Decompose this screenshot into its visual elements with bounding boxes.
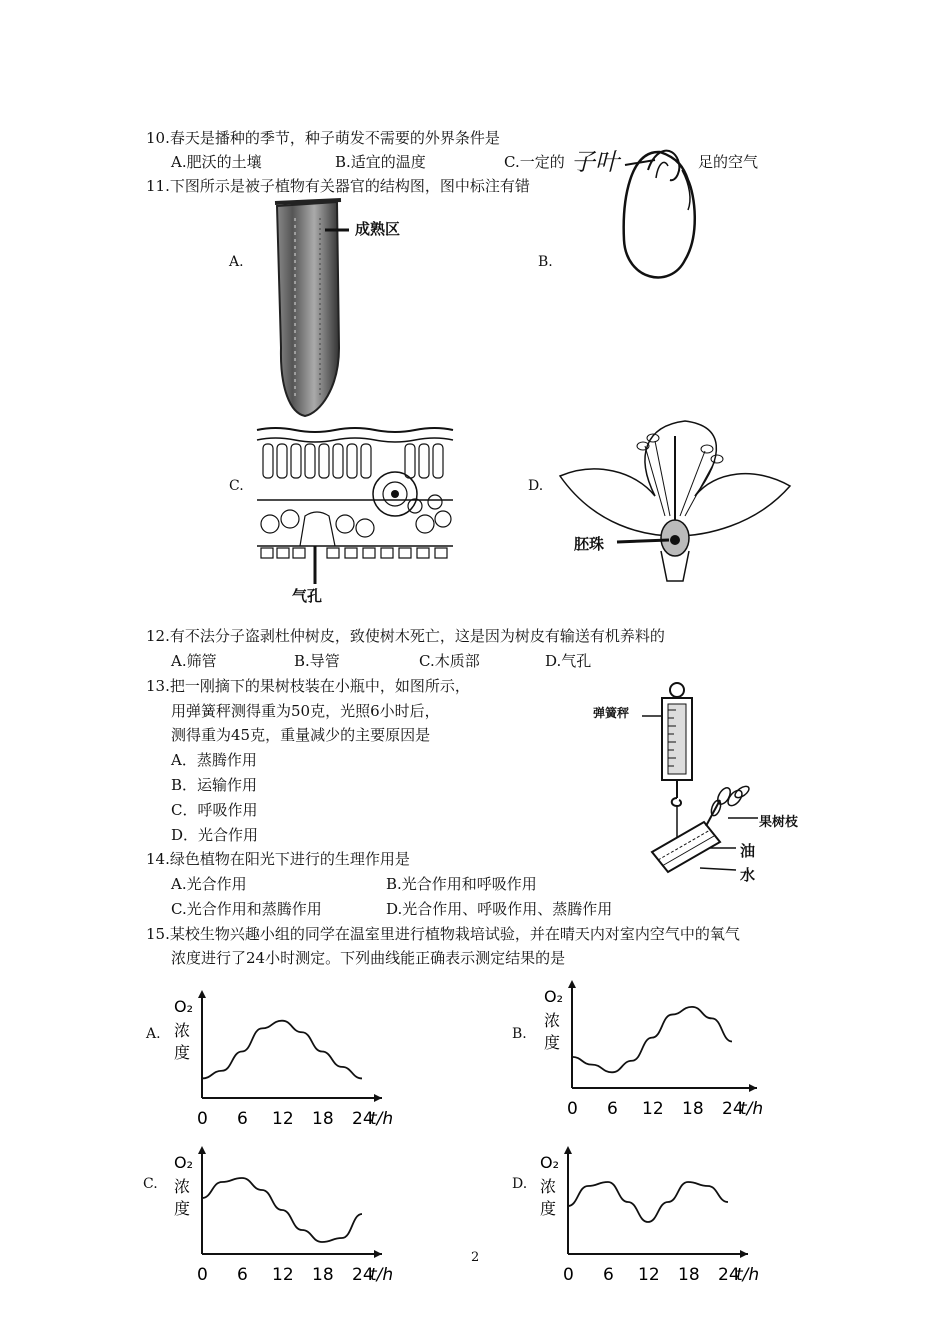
callout-stomata: 气孔 bbox=[292, 587, 323, 605]
x-tick-label: 18 bbox=[312, 1265, 334, 1285]
oxygen-curve bbox=[572, 1007, 732, 1072]
y-axis-label-char1: 浓 bbox=[174, 1177, 191, 1196]
x-tick-label: 24 bbox=[352, 1109, 374, 1129]
x-axis-arrow bbox=[749, 1084, 757, 1092]
spring-scale-diagram bbox=[640, 680, 800, 890]
q12-option-a: A.筛管 bbox=[171, 652, 217, 670]
x-tick-label: 12 bbox=[642, 1099, 664, 1119]
callout-water: 水 bbox=[740, 866, 756, 884]
q12-option-b: B.导管 bbox=[294, 652, 340, 670]
x-tick-label: 0 bbox=[197, 1109, 208, 1129]
leaf-cross-section-diagram bbox=[255, 424, 455, 564]
oxygen-curve bbox=[202, 1178, 362, 1242]
y-axis-label-char2: 度 bbox=[174, 1043, 191, 1062]
y-axis-label-o2: O₂ bbox=[544, 987, 564, 1006]
x-tick-label: 24 bbox=[722, 1099, 744, 1119]
y-axis-label-o2: O₂ bbox=[174, 997, 194, 1016]
x-tick-label: 12 bbox=[272, 1109, 294, 1129]
y-axis-label-char2: 度 bbox=[540, 1199, 557, 1218]
y-axis-label-char1: 浓 bbox=[174, 1021, 191, 1040]
y-axis-label-o2: O₂ bbox=[540, 1153, 560, 1172]
q14-option-c: C.光合作用和蒸腾作用 bbox=[171, 900, 322, 918]
oxygen-chart-b bbox=[540, 988, 780, 1118]
y-axis-label-char2: 度 bbox=[544, 1033, 561, 1052]
x-tick-label: 0 bbox=[567, 1099, 578, 1119]
root-tip-diagram bbox=[265, 198, 355, 418]
y-axis-arrow bbox=[568, 980, 576, 988]
x-tick-label: 0 bbox=[563, 1265, 574, 1285]
x-axis-unit: t/h bbox=[736, 1265, 760, 1285]
x-tick-label: 12 bbox=[638, 1265, 660, 1285]
seed-diagram bbox=[600, 140, 710, 290]
x-tick-label: 6 bbox=[603, 1265, 614, 1285]
q11-stem: 11.下图所示是被子植物有关器官的结构图，图中标注有错 bbox=[146, 177, 530, 195]
x-tick-label: 12 bbox=[272, 1265, 294, 1285]
x-tick-label: 18 bbox=[678, 1265, 700, 1285]
q10-option-c: C.一定的 bbox=[504, 153, 565, 171]
q13-line3: 测得重为45克，重量减少的主要原因是 bbox=[171, 726, 431, 744]
q13-option-b: B．运输作用 bbox=[171, 776, 258, 794]
q10-option-a: A.肥沃的土壤 bbox=[171, 153, 262, 171]
chart-option-b: B. bbox=[512, 1026, 527, 1042]
q11-label-b: B. bbox=[538, 254, 553, 270]
q14-option-b: B.光合作用和呼吸作用 bbox=[386, 875, 537, 893]
x-tick-label: 24 bbox=[718, 1265, 740, 1285]
q10-stem: 10.春天是播种的季节，种子萌发不需要的外界条件是 bbox=[146, 129, 500, 147]
y-axis-label-o2: O₂ bbox=[174, 1153, 194, 1172]
x-axis-arrow bbox=[374, 1094, 382, 1102]
x-tick-label: 6 bbox=[237, 1109, 248, 1129]
chart-option-c: C. bbox=[143, 1176, 158, 1192]
q12-option-d: D.气孔 bbox=[545, 652, 592, 670]
flower-diagram bbox=[555, 416, 795, 586]
q13-option-d: D．光合作用 bbox=[171, 826, 259, 844]
handwritten-cotyledon-label: 子叶 bbox=[571, 148, 619, 176]
y-axis-arrow bbox=[198, 990, 206, 998]
q14-stem: 14.绿色植物在阳光下进行的生理作用是 bbox=[146, 850, 410, 868]
y-axis-arrow bbox=[198, 1146, 206, 1154]
q13-line2: 用弹簧秤测得重为50克，光照6小时后， bbox=[171, 702, 440, 720]
q13-line1: 13.把一刚摘下的果树枝装在小瓶中，如图所示， bbox=[146, 677, 470, 695]
oxygen-curve bbox=[568, 1182, 728, 1222]
q11-label-a: A. bbox=[229, 254, 244, 270]
x-axis-unit: t/h bbox=[740, 1099, 764, 1119]
q11-label-c: C. bbox=[229, 478, 244, 494]
oxygen-chart-d bbox=[540, 1150, 780, 1290]
q14-option-a: A.光合作用 bbox=[171, 875, 247, 893]
x-tick-label: 18 bbox=[312, 1109, 334, 1129]
callout-fruit-branch: 果树枝 bbox=[759, 815, 799, 830]
chart-option-a: A. bbox=[146, 1026, 161, 1042]
oxygen-curve bbox=[202, 1021, 362, 1079]
x-tick-label: 24 bbox=[352, 1265, 374, 1285]
callout-root-zone: 成熟区 bbox=[355, 220, 401, 238]
q15-line1: 15.某校生物兴趣小组的同学在温室里进行植物栽培试验，并在晴天内对室内空气中的氧气 bbox=[146, 925, 740, 943]
y-axis-arrow bbox=[564, 1146, 572, 1154]
y-axis-label-char1: 浓 bbox=[540, 1177, 557, 1196]
callout-ovule: 胚珠 bbox=[574, 535, 605, 553]
oxygen-chart-a bbox=[170, 988, 410, 1133]
x-tick-label: 6 bbox=[607, 1099, 618, 1119]
q12-stem: 12.有不法分子盗剥杜仲树皮，致使树木死亡，这是因为树皮有输送有机养料的 bbox=[146, 627, 665, 645]
x-axis-arrow bbox=[740, 1250, 748, 1258]
x-axis-unit: t/h bbox=[370, 1265, 394, 1285]
x-tick-label: 0 bbox=[197, 1265, 208, 1285]
q12-option-c: C.木质部 bbox=[419, 652, 480, 670]
page-number: 2 bbox=[471, 1250, 480, 1265]
q15-line2: 浓度进行了24小时测定。下列曲线能正确表示测定结果的是 bbox=[171, 949, 566, 967]
callout-spring-scale: 弹簧秤 bbox=[593, 706, 630, 720]
chart-option-d: D. bbox=[512, 1176, 528, 1192]
q13-option-a: A．蒸腾作用 bbox=[171, 751, 257, 769]
y-axis-label-char2: 度 bbox=[174, 1199, 191, 1218]
oxygen-chart-c bbox=[170, 1150, 410, 1290]
q10-option-b: B.适宜的温度 bbox=[335, 153, 426, 171]
x-tick-label: 18 bbox=[682, 1099, 704, 1119]
x-tick-label: 6 bbox=[237, 1265, 248, 1285]
q10-option-d: 足的空气 bbox=[698, 153, 759, 171]
x-axis-arrow bbox=[374, 1250, 382, 1258]
x-axis-unit: t/h bbox=[370, 1109, 394, 1129]
y-axis-label-char1: 浓 bbox=[544, 1011, 561, 1030]
q14-option-d: D.光合作用、呼吸作用、蒸腾作用 bbox=[386, 900, 613, 918]
callout-oil: 油 bbox=[740, 842, 756, 860]
q13-option-c: C．呼吸作用 bbox=[171, 801, 258, 819]
q11-label-d: D. bbox=[528, 478, 544, 494]
